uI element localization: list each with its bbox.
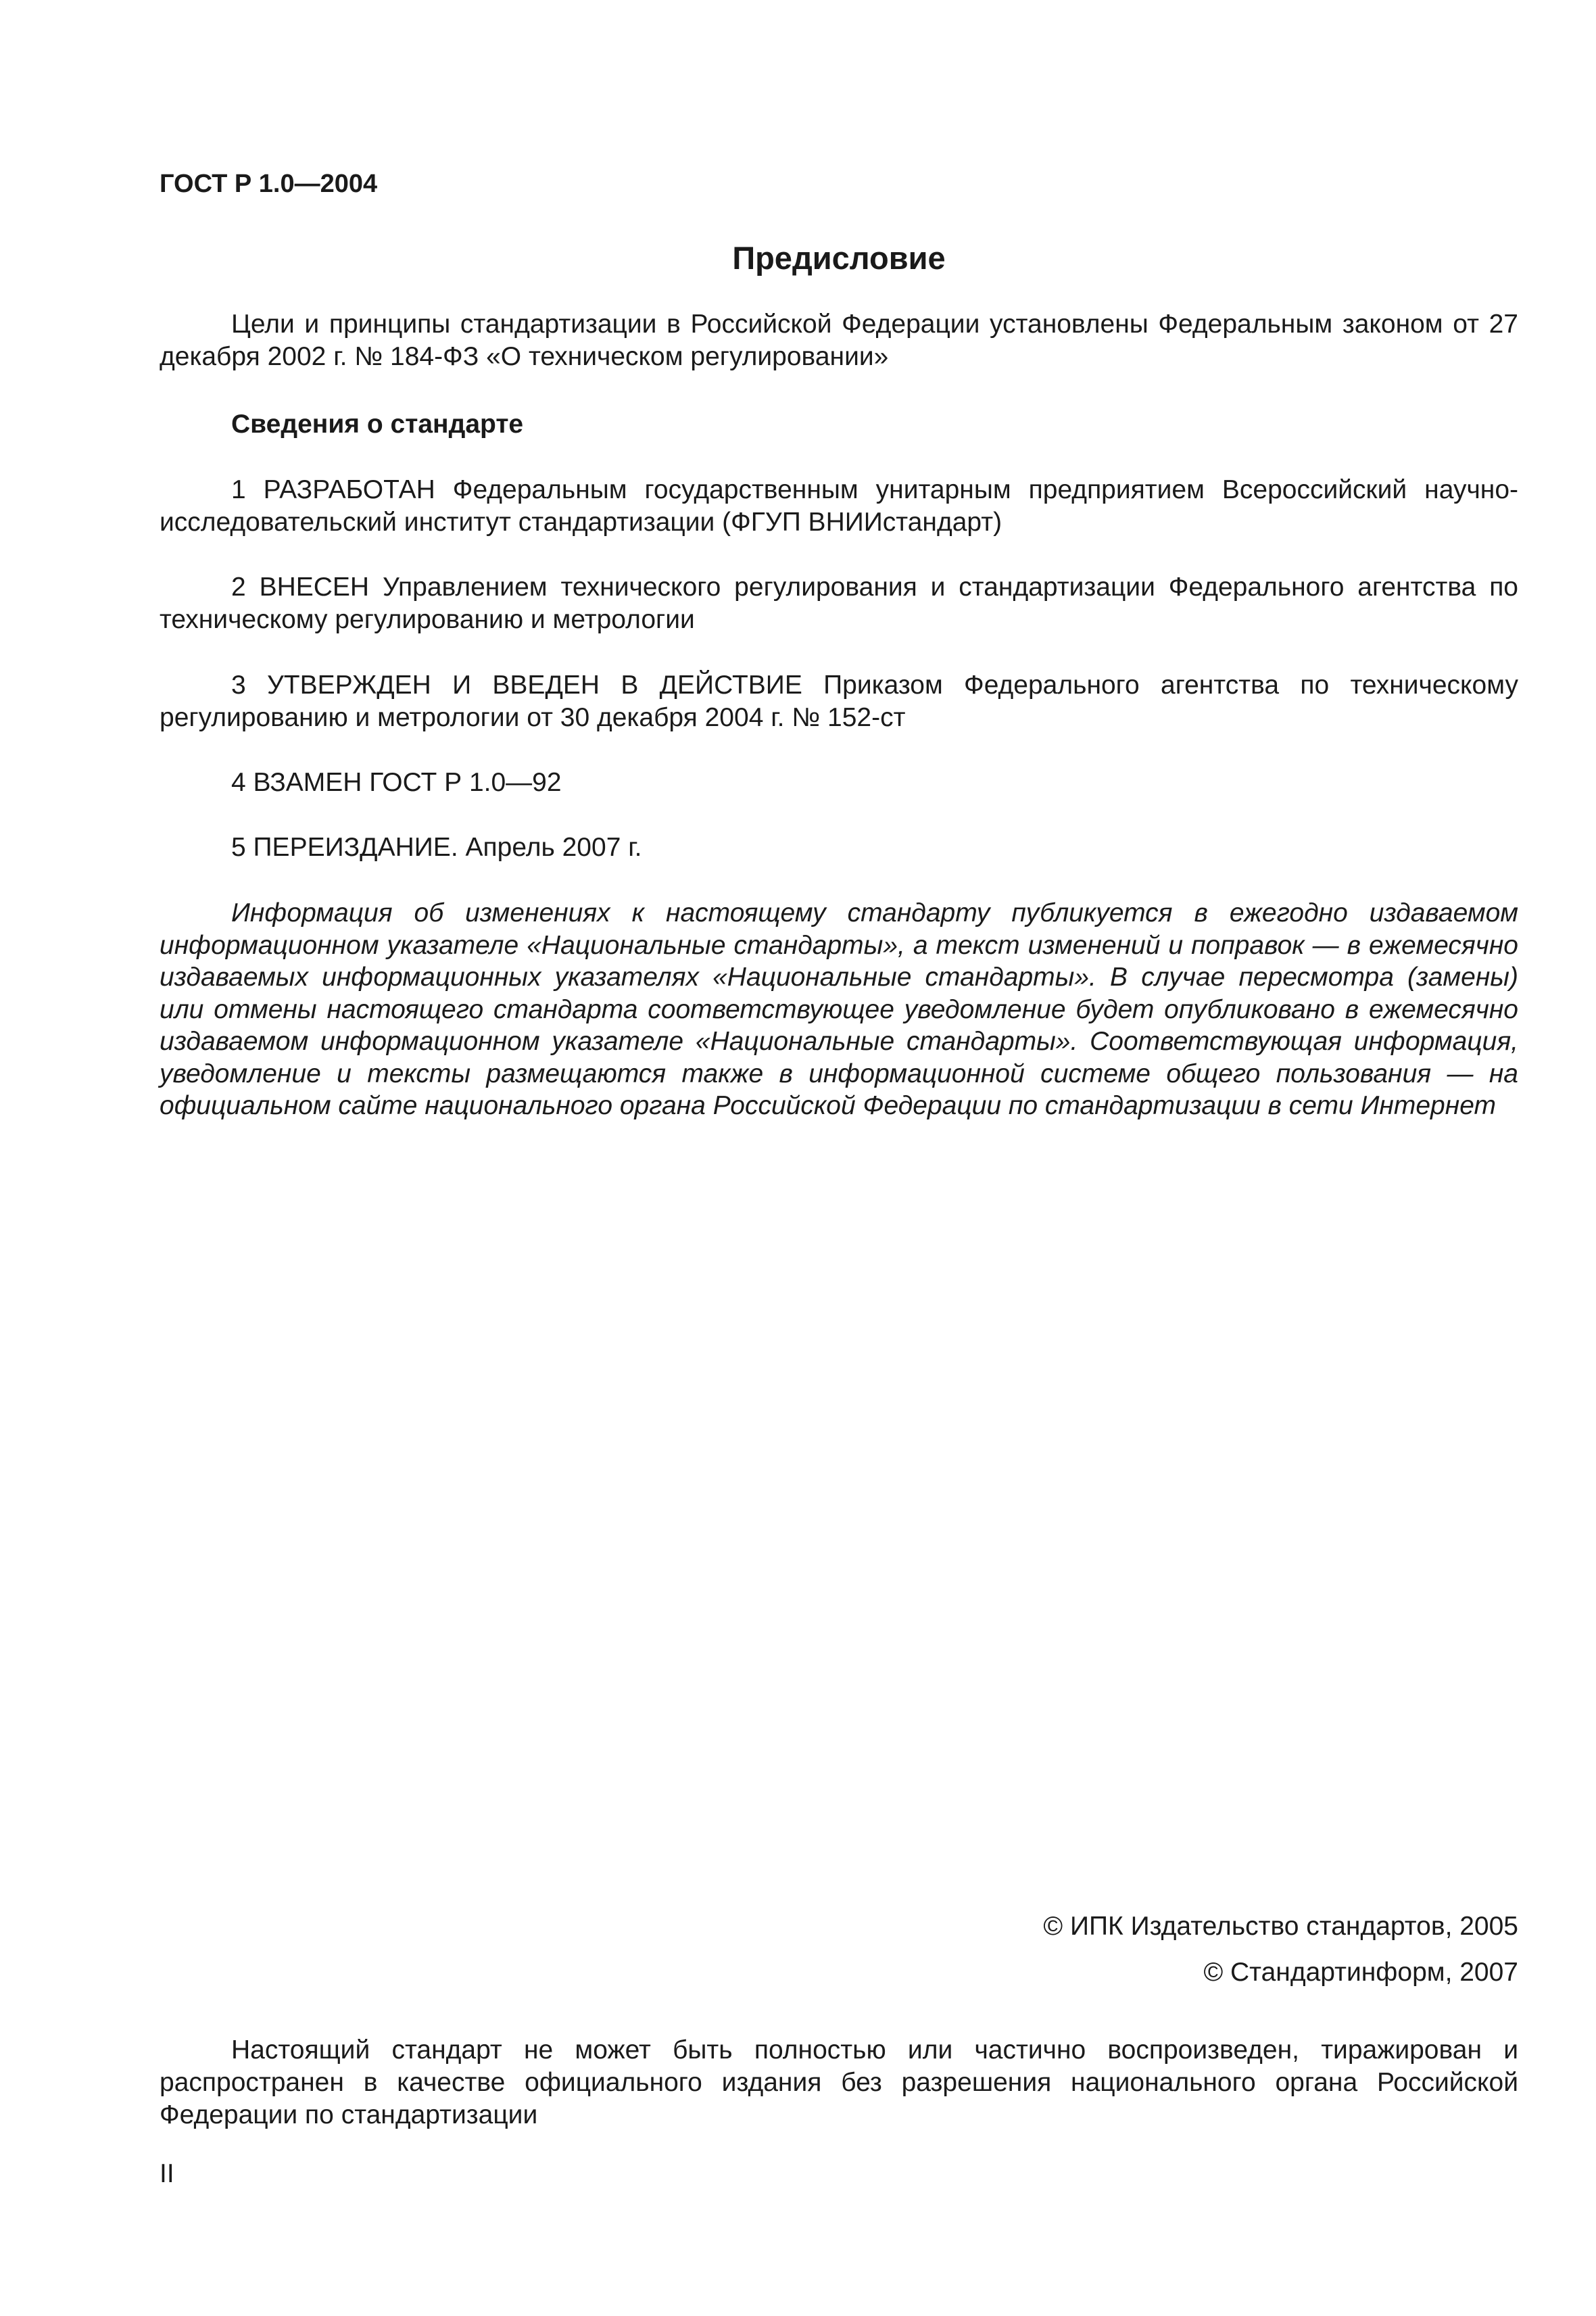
item-text: Федеральным государственным унитарным предприятием Всероссийский научно-исследовательский институт стандартизации (ФГУП ВНИИстандарт): [160, 475, 1518, 537]
list-item: [160, 831, 1518, 864]
list-item: [160, 767, 1518, 799]
item-lead: 5 ПЕРЕИЗДАНИЕ.: [231, 833, 458, 862]
document-id: ГОСТ Р 1.0—2004: [160, 170, 378, 198]
item-lead: 4 ВЗАМЕН ГОСТ Р 1.0—92: [231, 768, 562, 797]
reproduction-notice: Настоящий стандарт не может быть полностью или частично воспроизведен, тиражирован и распространен в качестве официального издания без разрешения национального органа Российской Федерации по стандартизации: [160, 2035, 1518, 2129]
item-lead: 3 УТВЕРЖДЕН И ВВЕДЕН В ДЕЙСТВИЕ: [231, 671, 802, 700]
page-title: Предисловие: [732, 240, 946, 276]
item-lead: 2 ВНЕСЕН: [231, 573, 370, 602]
item-text: Апрель 2007 г.: [458, 833, 642, 862]
item-lead: 1 РАЗРАБОТАН: [231, 475, 435, 504]
item-text: Управлением технического регулирования и стандартизации Федерального агентства по техническому регулированию и метрологии: [160, 573, 1518, 634]
copyright-line: © ИПК Издательство стандартов, 2005: [1043, 1912, 1518, 1941]
list-item: [160, 669, 1518, 734]
list-item: [160, 474, 1518, 539]
list-item: [160, 571, 1518, 636]
intro-paragraph: Цели и принципы стандартизации в Российской Федерации установлены Федеральным законом от 27 декабря 2002 г. № 184-ФЗ «О техническом регулировании»: [160, 310, 1518, 371]
item-text: Приказом Федерального агентства по техническому регулированию и метрологии от 30 декабря 2004 г. № 152-ст: [160, 671, 1518, 732]
copyright-line: © Стандартинформ, 2007: [1203, 1958, 1518, 1987]
info-heading: Сведения о стандарте: [231, 410, 524, 439]
changes-notice: Информация об изменениях к настоящему стандарту публикуется в ежегодно издаваемом информационном указателе «Национальные стандарты», а текст изменений и поправок — в ежемесячно издаваемых информационных указателях «Национальные стандарты». В случае пересмотра (замены) или отмены настоящего стандарта соответствующее уведомление будет опубликовано в ежемесячно издаваемом информационном указателе «Национальные стандарты». Соответствующая информация, уведомление и тексты размещаются также в информационной системе общего пользования — на официальном сайте национального органа Российской Федерации по стандартизации в сети Интернет: [160, 898, 1518, 1120]
page-number: II: [160, 2159, 174, 2188]
